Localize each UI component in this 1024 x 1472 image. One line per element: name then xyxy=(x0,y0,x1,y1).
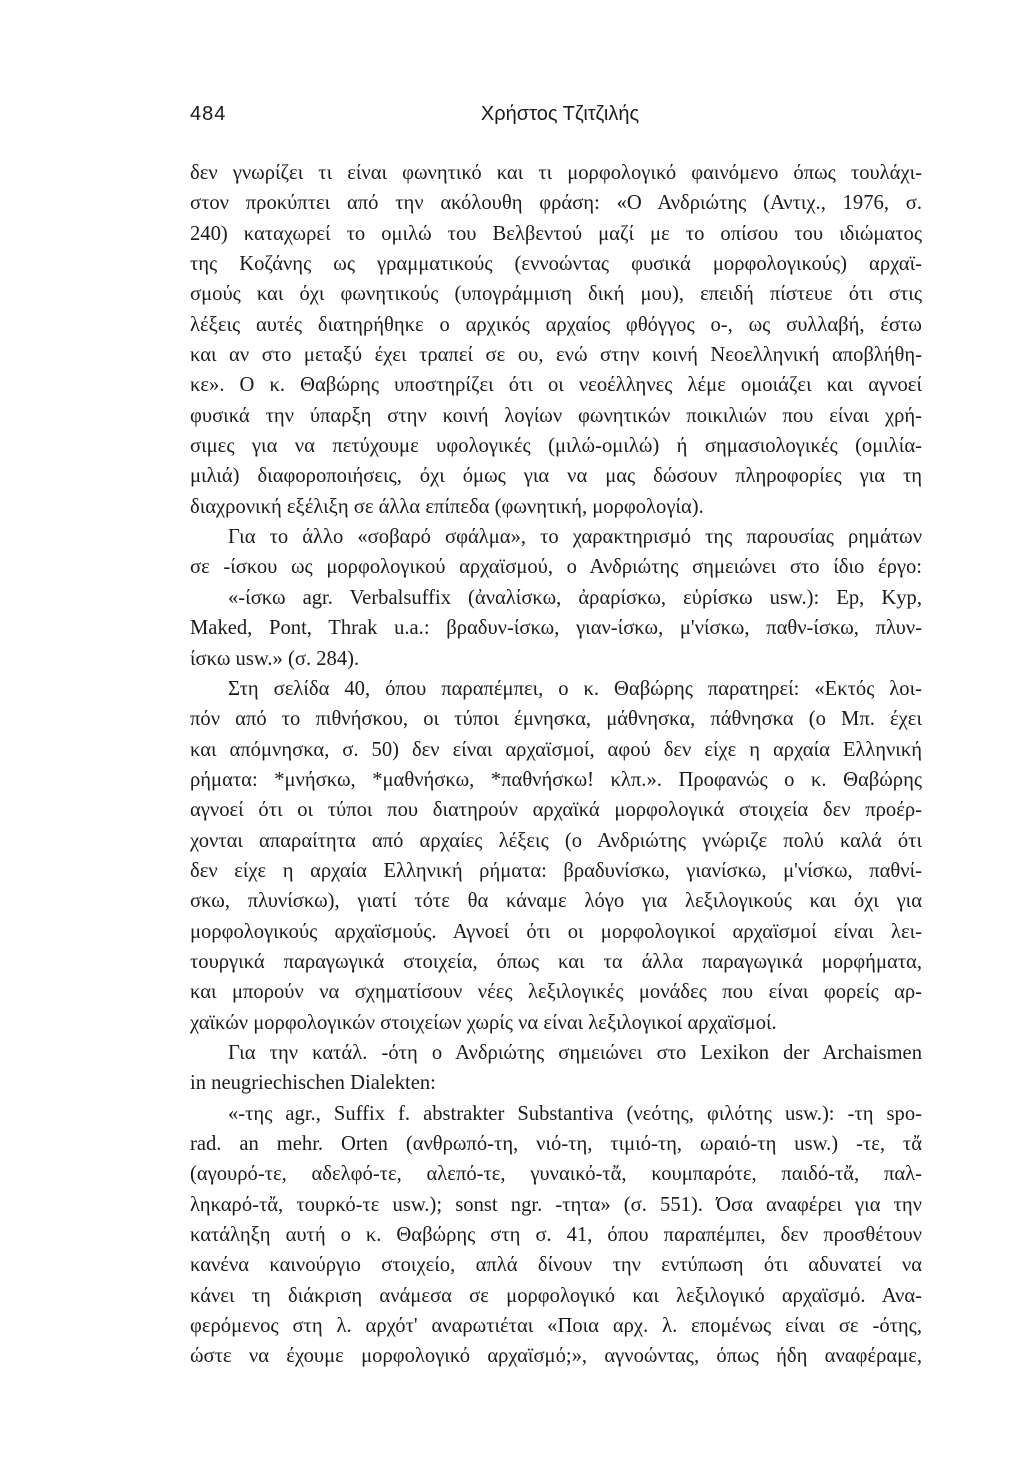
text-line: αγνοεί ότι οι τύποι που διατηρούν αρχαϊκά μορφολογικά στοιχεία δεν προέρ- xyxy=(190,799,922,822)
text-line-paragraph-start: Για την κατάλ. -ότη ο Ανδριώτης σημειώνει στο Lexikon der Archaismen xyxy=(228,1041,922,1064)
body-text xyxy=(190,158,922,1372)
text-line: πόν από το πιθνήσκου, οι τύποι έμνησκα, μάθνησκα, πάθνησκα (ο Μπ. έχει xyxy=(190,708,922,731)
text-line: και αν στο μεταξύ έχει τραπεί σε ου, ενώ στην κοινή Νεοελληνική αποβλήθη- xyxy=(190,344,922,367)
text-line: και μπορούν να σχηματίσουν νέες λεξιλογικές μονάδες που είναι φορείς αρ- xyxy=(190,981,922,1004)
page-number: 484 xyxy=(190,103,227,125)
text-line: τουργικά παραγωγικά στοιχεία, όπως και τα άλλα παραγωγικά μορφήματα, xyxy=(190,950,922,973)
quote-line: «-της agr., Suffix f. abstrakter Substantiva (νεότης, φιλότης usw.): -τη spo- xyxy=(228,1102,922,1125)
text-line-paragraph-end: in neugriechischen Dialekten: xyxy=(190,1072,436,1095)
quote-line-end: ίσκω usw.» (σ. 284). xyxy=(190,647,360,670)
quote-line: rad. an mehr. Orten (ανθρωπό-τη, νιό-τη, τιμιό-τη, ωραιό-τη usw.) -τε, τἄ xyxy=(190,1133,922,1155)
text-line: σκω, πλυνίσκω), γιατί τότε θα κάναμε λόγο για λεξιλογικούς και όχι για xyxy=(190,890,922,913)
text-line: 240) καταχωρεί το ομιλώ του Βελβεντού μαζί με το οπίσου του ιδιώματος xyxy=(190,222,922,245)
text-line-paragraph-end: χαϊκών μορφολογικών στοιχείων χωρίς να είναι λεξιλογικοί αρχαϊσμοί. xyxy=(190,1011,777,1034)
text-line: δεν γνωρίζει τι είναι φωνητικό και τι μορφολογικό φαινόμενο όπως τουλάχι- xyxy=(190,162,922,184)
text-line: στον προκύπτει από την ακόλουθη φράση: «Ο Ανδριώτης (Αντιχ., 1976, σ. xyxy=(190,192,922,215)
text-line-paragraph-start: Στη σελίδα 40, όπου παραπέμπει, ο κ. Θαβώρης παρατηρεί: «Εκτός λοι- xyxy=(228,677,922,700)
quote-line: (αγουρό-τε, αδελφό-τε, αλεπό-τε, γυναικό-τἄ, κουμπαρότε, παιδό-τἄ, παλ- xyxy=(190,1163,922,1186)
text-line: μιλιά) διαφοροποιήσεις, όχι όμως για να μας δώσουν πληροφορίες για τη xyxy=(190,465,922,488)
quote-line: Maked, Pont, Thrak u.a.: βραδυν-ίσκω, γιαν-ίσκω, μ'νίσκω, παθν-ίσκω, πλυν- xyxy=(190,617,922,640)
text-line: δεν είχε η αρχαία Ελληνική ρήματα: βραδυνίσκω, γιανίσκω, μ'νίσκω, παθνί- xyxy=(190,859,922,882)
text-line: κάνει τη διάκριση ανάμεσα σε μορφολογικό και λεξιλογικό αρχαϊσμό. Ανα- xyxy=(190,1284,922,1307)
text-line: σμούς και όχι φωνητικούς (υπογράμμιση δική μου), επειδή πίστευε ότι στις xyxy=(190,283,922,306)
quote-line: «-ίσκω agr. Verbalsuffix (ἀναλίσκω, ἀραρίσκω, εὑρίσκω usw.): Ep, Kyp, xyxy=(228,586,922,609)
running-title-author: Χρήστος Τζιτζιλής xyxy=(480,103,640,125)
text-line-paragraph-start: Για το άλλο «σοβαρό σφάλμα», το χαρακτηρισμό της παρουσίας ρημάτων xyxy=(228,526,922,549)
text-line: μορφολογικούς αρχαϊσμούς. Αγνοεί ότι οι μορφολογικοί αρχαϊσμοί είναι λει- xyxy=(190,920,922,943)
text-line: λέξεις αυτές διατηρήθηκε ο αρχικός αρχαίος φθόγγος ο-, ως συλλαβή, έστω xyxy=(190,313,922,336)
text-line: ώστε να έχουμε μορφολογικό αρχαϊσμό;», αγνοώντας, όπως ήδη αναφέραμε, xyxy=(190,1345,922,1368)
text-line: της Κοζάνης ως γραμματικούς (εννοώντας φυσικά μορφολογικούς) αρχαϊ- xyxy=(190,253,922,276)
running-head xyxy=(190,103,930,131)
text-line-paragraph-end: διαχρονική εξέλιξη σε άλλα επίπεδα (φωνητική, μορφολογία). xyxy=(190,495,704,518)
text-line: σε -ίσκου ως μορφολογικού αρχαϊσμού, ο Ανδριώτης σημειώνει στο ίδιο έργο: xyxy=(190,556,922,579)
text-line: ληκαρό-τἄ, τουρκό-τε usw.); sonst ngr. -τητα» (σ. 551). Όσα αναφέρει για την xyxy=(190,1193,922,1216)
text-line: ρήματα: *μνήσκω, *μαθνήσκω, *παθνήσκω! κλπ.». Προφανώς ο κ. Θαβώρης xyxy=(190,768,922,791)
text-line: σιμες για να πετύχουμε υφολογικές (μιλώ-ομιλώ) ή σημασιολογικές (ομιλία- xyxy=(190,435,922,458)
text-line: χονται απαραίτητα από αρχαίες λέξεις (ο Ανδριώτης γνώριζε πολύ καλά ότι xyxy=(190,829,922,852)
text-line: και απόμνησκα, σ. 50) δεν είναι αρχαϊσμοί, αφού δεν είχε η αρχαία Ελληνική xyxy=(190,738,922,761)
text-line: φυσικά την ύπαρξη στην κοινή λογίων φωνητικών ποικιλιών που είναι χρή- xyxy=(190,404,922,427)
text-line: φερόμενος στη λ. αρχότ' αναρωτιέται «Ποια αρχ. λ. επομένως είναι σε -ότης, xyxy=(190,1315,922,1338)
text-line: κε». Ο κ. Θαβώρης υποστηρίζει ότι οι νεοέλληνες λέμε ομοιάζει και αγνοεί xyxy=(190,374,922,397)
text-line: κανένα καινούργιο στοιχείο, απλά δίνουν την εντύπωση ότι αδυνατεί να xyxy=(190,1254,922,1277)
text-line: κατάληξη αυτή ο κ. Θαβώρης στη σ. 41, όπου παραπέμπει, δεν προσθέτουν xyxy=(190,1224,922,1247)
